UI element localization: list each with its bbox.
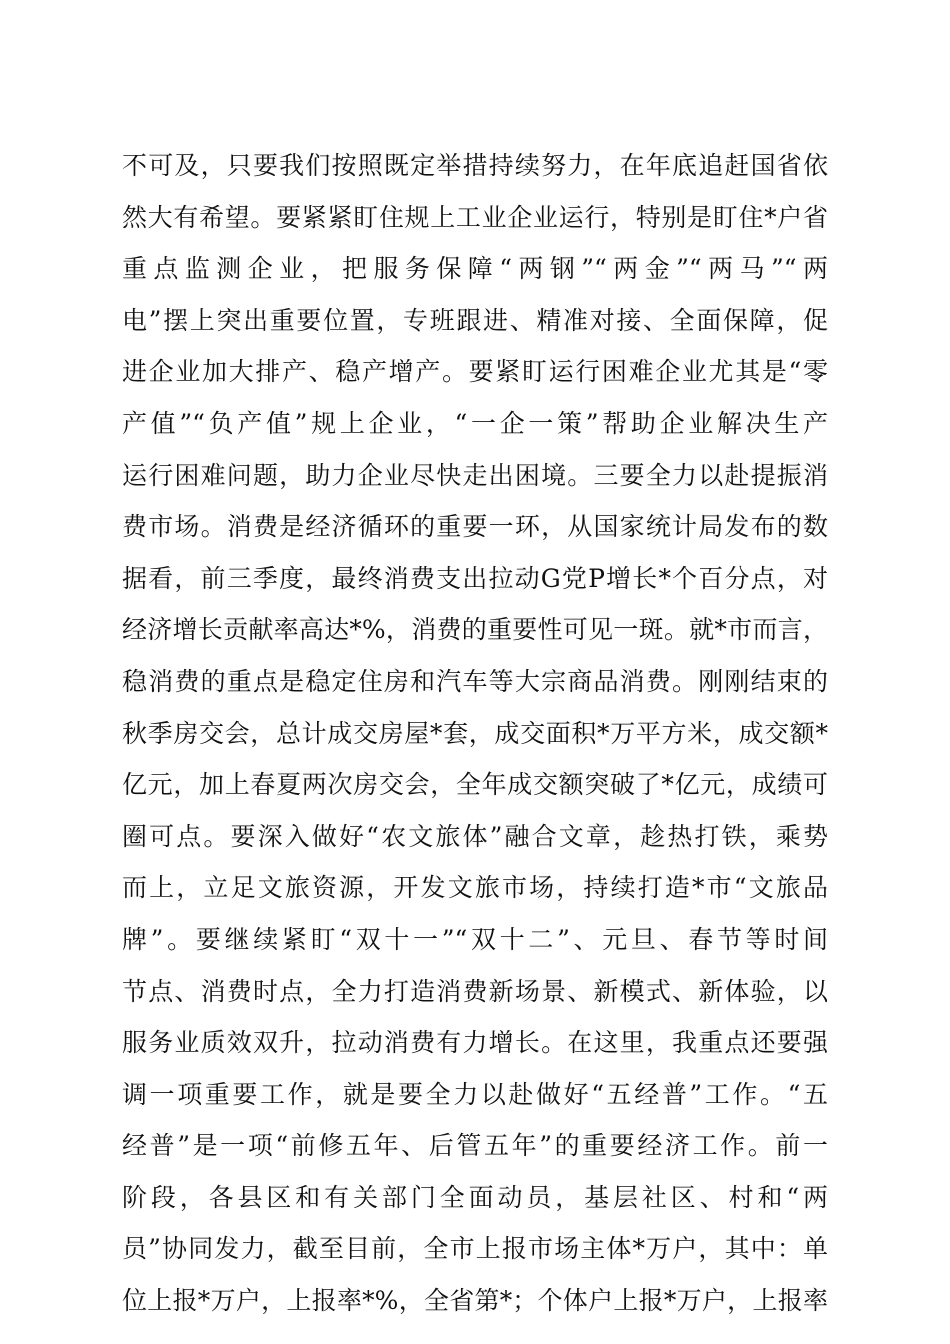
text-line-7: 运行困难问题，助力企业尽快走出困境。三要全力以赴提振消: [122, 460, 828, 490]
text-line-12: 秋季房交会，总计成交房屋*套，成交面积*万平方米，成交额*: [122, 718, 828, 748]
text-line-21: 阶段，各县区和有关部门全面动员，基层社区、村和“两: [122, 1182, 828, 1212]
text-line-3: 重点监测企业，把服务保障“两钢”“两金”“两马”“两: [122, 254, 828, 284]
text-line-17: 节点、消费时点，全力打造消费新场景、新模式、新体验，以: [122, 976, 828, 1006]
body-text: [122, 140, 828, 1327]
text-line-16: 牌”。要继续紧盯“双十一”“双十二”、元旦、春节等时间: [122, 924, 828, 954]
text-line-9: 据看，前三季度，最终消费支出拉动G党P增长*个百分点，对: [122, 563, 828, 593]
text-line-22: 员”协同发力，截至目前，全市上报市场主体*万户，其中：单: [122, 1234, 828, 1264]
text-line-8: 费市场。消费是经济循环的重要一环，从国家统计局发布的数: [122, 512, 828, 542]
text-line-18: 服务业质效双升，拉动消费有力增长。在这里，我重点还要强: [122, 1028, 828, 1058]
text-line-13: 亿元，加上春夏两次房交会，全年成交额突破了*亿元，成绩可: [122, 770, 828, 800]
text-line-5: 进企业加大排产、稳产增产。要紧盯运行困难企业尤其是“零: [122, 357, 828, 387]
text-line-11: 稳消费的重点是稳定住房和汽车等大宗商品消费。刚刚结束的: [122, 666, 828, 696]
text-line-15: 而上，立足文旅资源，开发文旅市场，持续打造*市“文旅品: [122, 873, 828, 903]
text-line-23: 位上报*万户，上报率*%，全省第*；个体户上报*万户，上报率: [122, 1286, 828, 1316]
text-line-4: 电”摆上突出重要位置，专班跟进、精准对接、全面保障，促: [122, 305, 828, 335]
text-line-14: 圈可点。要深入做好“农文旅体”融合文章，趁热打铁，乘势: [122, 821, 828, 851]
text-line-19: 调一项重要工作，就是要全力以赴做好“五经普”工作。“五: [122, 1079, 828, 1109]
text-line-6: 产值”“负产值”规上企业，“一企一策”帮助企业解决生产: [122, 408, 828, 438]
text-line-10: 经济增长贡献率高达*%，消费的重要性可见一斑。就*市而言，: [122, 615, 828, 645]
text-line-20: 经普”是一项“前修五年、后管五年”的重要经济工作。前一: [122, 1131, 828, 1161]
text-line-1: 不可及，只要我们按照既定举措持续努力，在年底追赶国省依: [122, 151, 828, 180]
text-line-2: 然大有希望。要紧紧盯住规上工业企业运行，特别是盯住*户省: [122, 202, 828, 232]
